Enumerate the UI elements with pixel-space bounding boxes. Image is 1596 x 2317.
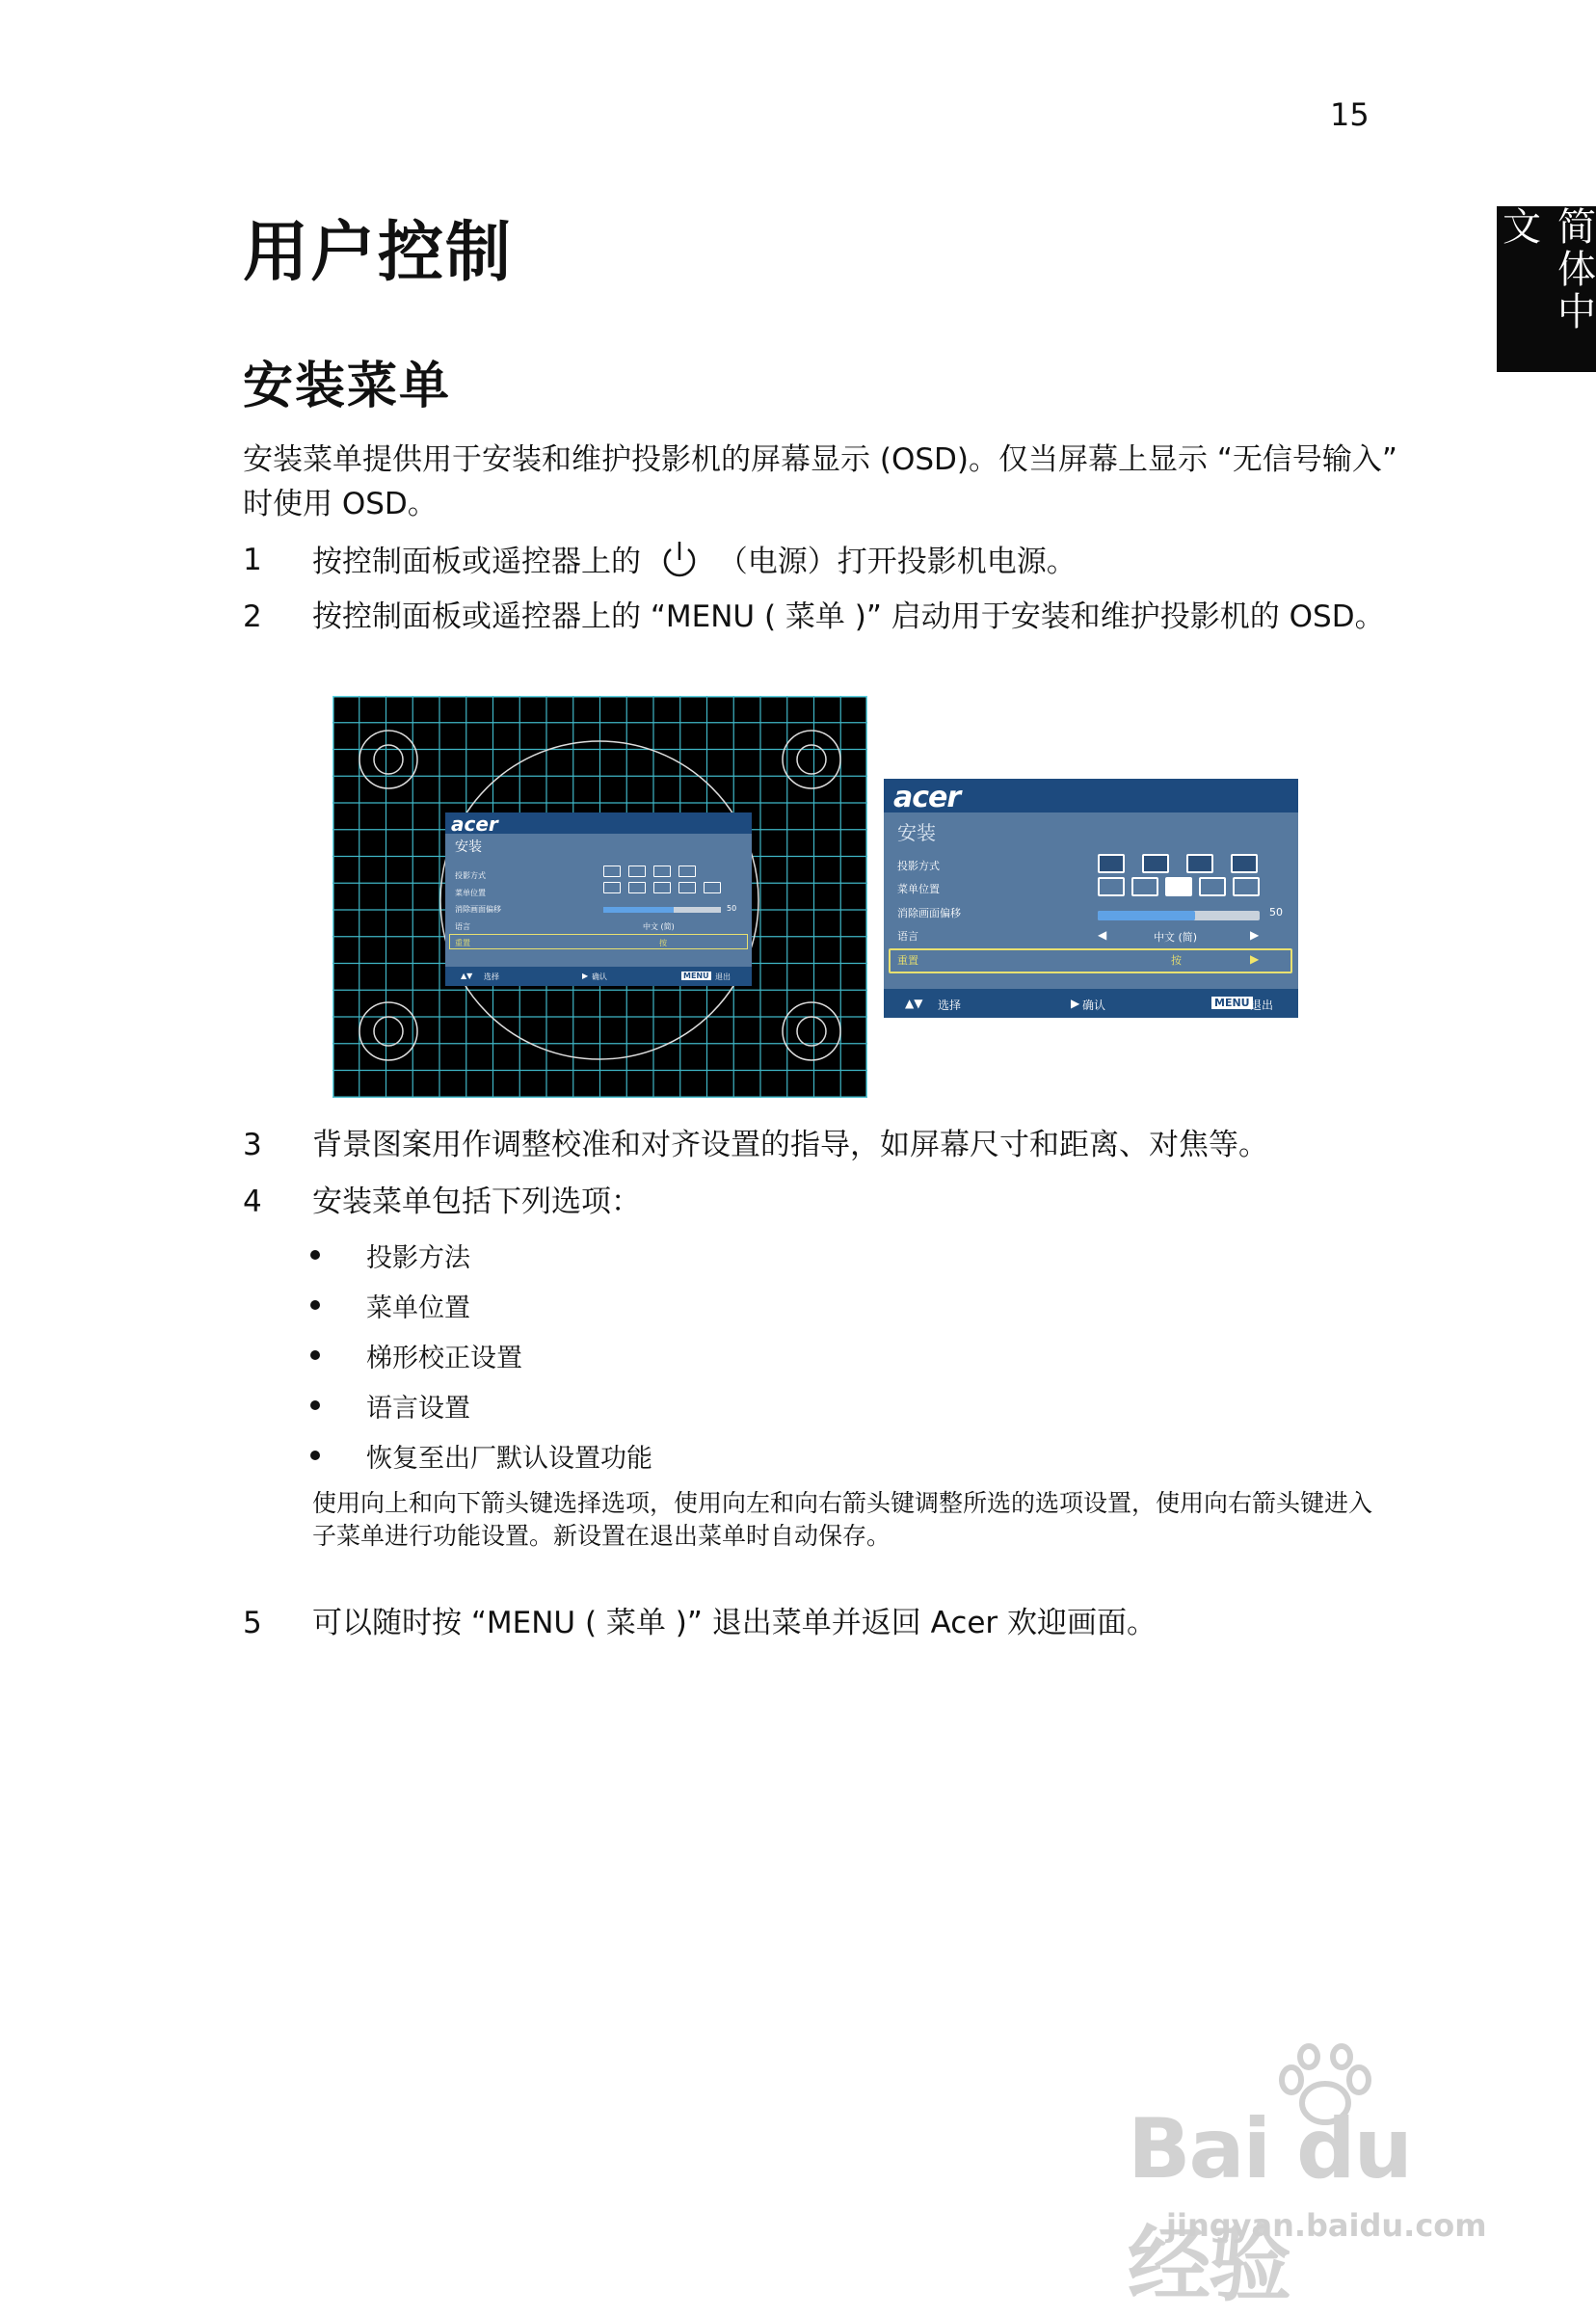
step-number: 4 [243, 1181, 262, 1223]
reset-value: 按 [659, 938, 667, 948]
page-number: 15 [1330, 96, 1370, 133]
language-value: 中文 (简) [643, 921, 675, 932]
step-number: 3 [243, 1124, 262, 1166]
selected-row-highlight [449, 934, 748, 949]
slider-value: 50 [727, 904, 736, 913]
footer-select: 选择 [484, 972, 499, 982]
osd-row: 消除画面偏移 [455, 904, 501, 915]
step-text-cont: （电源）打开投影机电源。 [718, 545, 1077, 579]
step-text: 背景图案用作调整校准和对齐设置的指导，如屏幕尺寸和距离、对焦等。 [312, 1124, 1399, 1166]
step-text: 按控制面板或遥控器上的 “MENU ( 菜单 )” 启动用于安装和维护投影机的 OSD。 [312, 596, 1399, 638]
osd-title: 安装 [455, 837, 482, 856]
left-arrow-icon: ◀ [1098, 928, 1106, 942]
offset-slider [1098, 911, 1260, 920]
projection-front-ceiling-icon [1142, 854, 1169, 873]
footer-exit: 退出 [1250, 997, 1273, 1013]
position-icon [628, 882, 646, 893]
bullet-icon [310, 1300, 320, 1310]
page-title: 用户控制 [243, 200, 513, 294]
osd-row-offset: 消除画面偏移 [897, 905, 961, 920]
step-text: 按控制面板或遥控器上的 [312, 545, 641, 579]
acer-logo: acer [893, 781, 960, 814]
side-tab-label: 简体中文 [1492, 206, 1596, 372]
projection-rear-ceiling-icon [1231, 854, 1258, 873]
osd-title: 安装 [897, 817, 936, 845]
menu-key-badge: MENU [1211, 997, 1253, 1009]
osd-footer [884, 989, 1298, 1018]
intro-paragraph: 安装菜单提供用于安装和维护投影机的屏幕显示 (OSD)。仅当屏幕上显示 “无信号输入” 时使用 OSD。 [243, 438, 1399, 526]
nav-arrows-icon: ▲▼ [461, 972, 472, 980]
watermark-brand: Bai du 经验 [1128, 2101, 1503, 2317]
reset-value: 按 [1171, 952, 1182, 968]
nav-arrows-icon: ▲▼ [905, 997, 922, 1010]
osd-row-menu-position: 菜单位置 [897, 881, 940, 896]
footer-confirm: 确认 [1082, 997, 1105, 1013]
slider-value: 50 [1269, 906, 1283, 919]
mini-osd-menu [445, 812, 752, 986]
position-icon [603, 882, 621, 893]
watermark-url: jingyan.baidu.com [1166, 2207, 1487, 2244]
bullet-icon [310, 1451, 320, 1460]
enter-arrow-icon: ▶ [582, 972, 588, 980]
step-number: 5 [243, 1602, 262, 1644]
osd-row-language: 语言 [897, 928, 918, 944]
right-arrow-icon: ▶ [1250, 928, 1259, 942]
menu-key-badge: MENU [681, 972, 711, 980]
language-value: 中文 (简) [1154, 929, 1197, 945]
power-icon [658, 539, 701, 581]
bullet-icon [310, 1400, 320, 1410]
projection-icon [653, 866, 671, 877]
position-center-icon [1165, 877, 1192, 896]
position-bottom-right-icon [1233, 877, 1260, 896]
position-icon [704, 882, 721, 893]
baidu-watermark [1128, 2043, 1503, 2265]
instructions-paragraph: 使用向上和向下箭头键选择选项，使用向左和向右箭头键调整所选的选项设置，使用向右箭头键进入子菜单进行功能设置。新设置在退出菜单时自动保存。 [312, 1487, 1382, 1553]
step-text: 安装菜单包括下列选项： [312, 1181, 1399, 1223]
footer-exit: 退出 [715, 972, 731, 982]
step-number: 2 [243, 596, 262, 638]
acer-logo: acer [451, 812, 498, 836]
bullet-icon [310, 1250, 320, 1260]
position-top-right-icon [1131, 877, 1158, 896]
projection-front-icon [1098, 854, 1125, 873]
offset-slider [603, 907, 721, 913]
osd-footer [445, 967, 752, 986]
projection-icon [678, 866, 696, 877]
osd-row: 语言 [455, 921, 470, 932]
footer-select: 选择 [938, 997, 961, 1013]
osd-row-projection: 投影方式 [897, 858, 940, 873]
osd-row: 菜单位置 [455, 888, 486, 898]
step-number: 1 [243, 539, 262, 581]
selected-row-highlight [889, 948, 1292, 973]
bullet-icon [310, 1350, 320, 1360]
projection-icon [603, 866, 621, 877]
projection-icon [628, 866, 646, 877]
osd-row: 投影方式 [455, 870, 486, 881]
position-top-left-icon [1098, 877, 1125, 896]
footer-confirm: 确认 [592, 972, 607, 982]
step-text: 可以随时按 “MENU ( 菜单 )” 退出菜单并返回 Acer 欢迎画面。 [312, 1602, 1399, 1644]
position-bottom-left-icon [1199, 877, 1226, 896]
slider-fill [1098, 911, 1195, 920]
enter-arrow-icon: ▶ [1071, 997, 1079, 1010]
osd-menu [884, 779, 1298, 1018]
projection-rear-icon [1186, 854, 1213, 873]
right-arrow-icon: ▶ [1250, 952, 1259, 966]
osd-row: 重置 [455, 938, 470, 948]
position-icon [653, 882, 671, 893]
slider-fill [603, 907, 674, 913]
language-side-tab [1497, 206, 1596, 372]
position-icon [678, 882, 696, 893]
osd-row-reset: 重置 [897, 952, 918, 968]
section-title: 安装菜单 [243, 345, 451, 417]
